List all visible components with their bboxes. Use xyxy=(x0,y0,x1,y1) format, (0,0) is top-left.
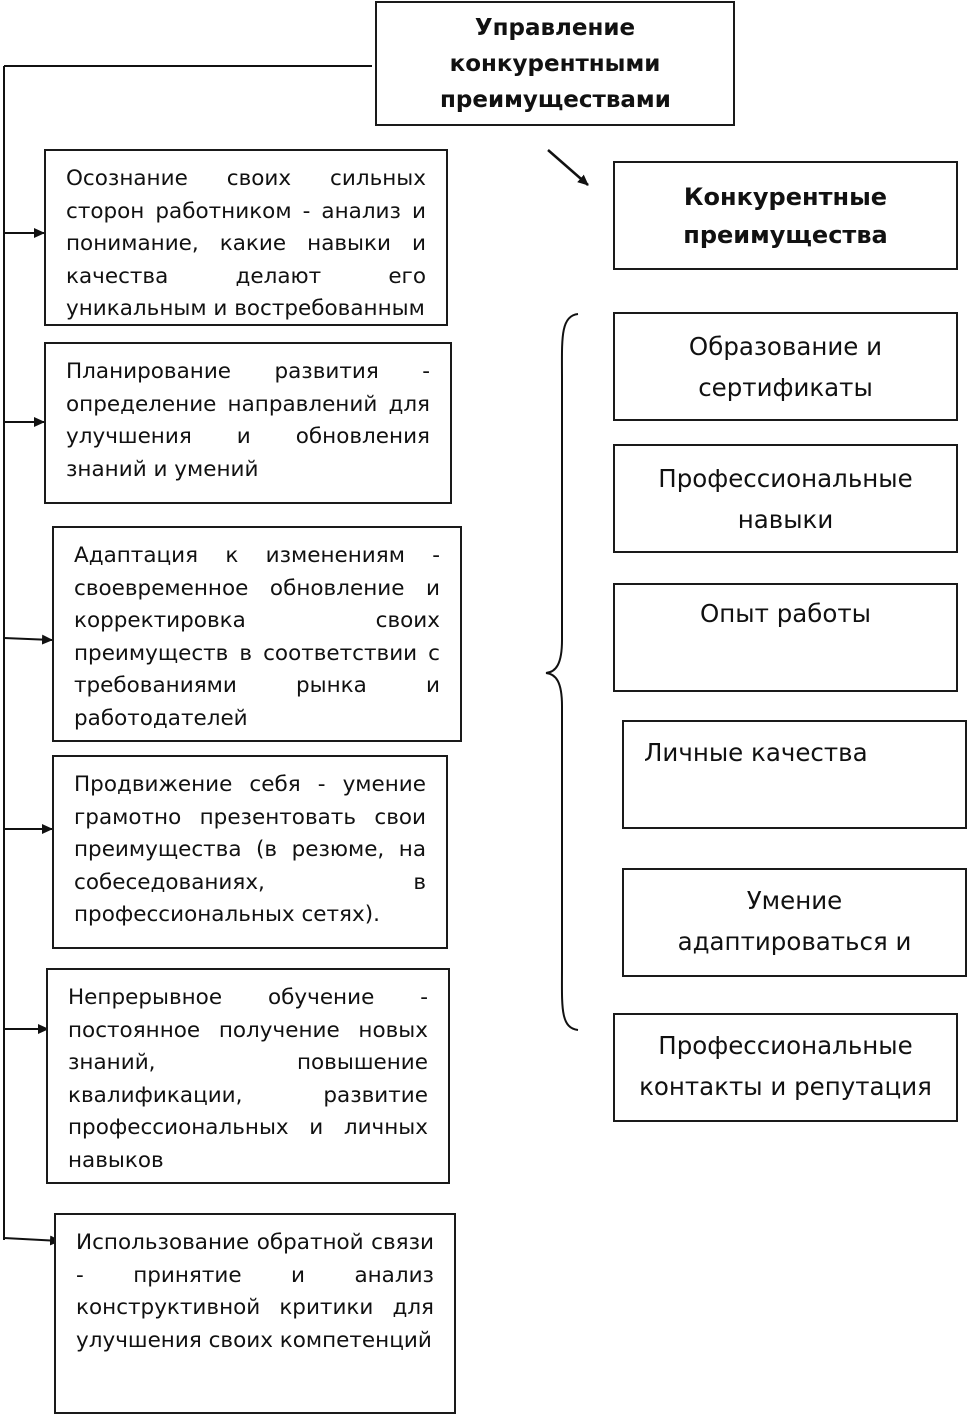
right-item-text-2: Профессиональные навыки xyxy=(658,464,913,534)
left-item-box-2 xyxy=(44,342,452,504)
left-item-text-3: Адаптация к изменениям - своевременное обновление и корректировка своих преимуществ в соответствии с требованиями рынка и работодателей xyxy=(74,543,440,731)
right-item-text-1: Образование и сертификаты xyxy=(688,332,883,402)
right-item-text-5: Умение адаптироваться и xyxy=(677,886,912,956)
right-item-text-4: Личные качества xyxy=(644,738,868,767)
right-title: Конкурентные преимущества xyxy=(683,182,888,249)
right-item-box-6 xyxy=(613,1013,958,1122)
main-title: Управление конкурентными преимуществами xyxy=(440,14,671,113)
right-item-box-5 xyxy=(622,868,967,977)
right-item-text-3: Опыт работы xyxy=(700,599,871,628)
left-item-text-5: Непрерывное обучение - постоянное получение новых знаний, повышение квалификации, развитие профессиональных и личных навыков xyxy=(68,985,428,1173)
left-item-text-1: Осознание своих сильных сторон работником - анализ и понимание, какие навыки и качества делают его уникальным и востребованным xyxy=(66,166,426,321)
left-item-box-1 xyxy=(44,149,448,326)
left-item-box-4 xyxy=(52,755,448,949)
branch-arrow-3 xyxy=(4,638,52,640)
left-item-text-2: Планирование развития - определение направлений для улучшения и обновления знаний и умений xyxy=(66,359,430,482)
diagonal-arrow xyxy=(548,150,588,185)
branch-arrow-6 xyxy=(4,1238,60,1241)
right-item-box-2 xyxy=(613,444,958,553)
right-item-text-6: Профессиональные контакты и репутация xyxy=(639,1031,932,1101)
left-item-text-6: Использование обратной связи - принятие и анализ конструктивной критики для улучшения своих компетенций xyxy=(76,1230,434,1353)
right-title-box xyxy=(613,161,958,270)
curly-brace xyxy=(546,314,578,1030)
left-item-box-5 xyxy=(46,968,450,1184)
right-item-box-4 xyxy=(622,720,967,829)
left-item-box-6 xyxy=(54,1213,456,1414)
left-item-box-3 xyxy=(52,526,462,742)
right-item-box-3 xyxy=(613,583,958,692)
main-title-box xyxy=(375,1,735,126)
right-item-box-1 xyxy=(613,312,958,421)
left-item-text-4: Продвижение себя - умение грамотно презентовать свои преимущества (в резюме, на собеседованиях, в профессиональных сетях). xyxy=(74,772,426,927)
